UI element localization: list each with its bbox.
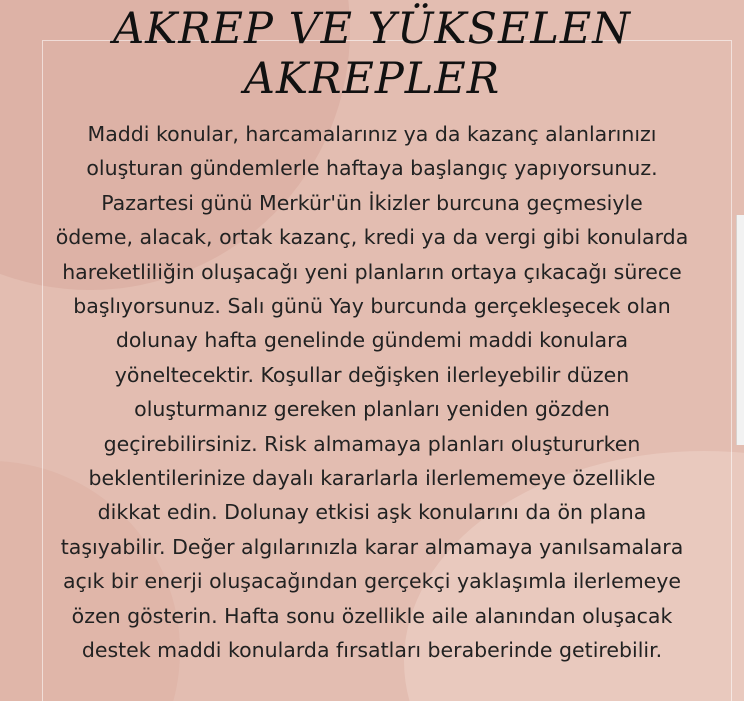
- text-line: beklentilerinize dayalı kararlarla ilerlememeye özellikle: [88, 466, 656, 491]
- text-line: dolunay hafta genelinde gündemi maddi konulara: [115, 328, 629, 353]
- text-line: oluşturan gündemlerle haftaya başlangıç yapıyorsunuz.: [86, 156, 658, 181]
- text-line: taşıyabilir. Değer algılarınızla karar almamaya yanılsamalara: [60, 534, 684, 559]
- text-line: özen gösterin. Hafta sonu özellikle aile alanından oluşacak: [71, 603, 673, 628]
- text-line: destek maddi konularda fırsatları beraberinde getirebilir.: [81, 638, 663, 663]
- text-line: geçirebilirsiniz. Risk almamaya planları oluştururken: [103, 431, 641, 456]
- text-line: yöneltecektir. Koşullar değişken ilerleyebilir düzen: [114, 362, 630, 387]
- title-line: AKREP VE YÜKSELEN: [113, 4, 631, 54]
- text-line: ödeme, alacak, ortak kazanç, kredi ya da vergi gibi konularda: [55, 225, 689, 250]
- text-line: Maddi konular, harcamalarınız ya da kazanç alanlarınızı: [87, 122, 657, 146]
- text-line: Pazartesi günü Merkür'ün İkizler burcuna geçmesiyle: [101, 190, 643, 215]
- text-line: açık bir enerji oluşacağından gerçekçi yaklaşımla ilerlemeye: [62, 569, 682, 594]
- horoscope-text: [44, 117, 700, 668]
- text-line: hareketliliğin oluşacağı yeni planların ortaya çıkacağı sürece: [62, 259, 682, 284]
- text-line: dikkat edin. Dolunay etkisi aşk konularını da ön plana: [97, 500, 647, 525]
- text-line: oluşturmanız gereken planları yeniden gözden: [134, 397, 610, 422]
- page-title: [0, 4, 744, 104]
- text-line: başlıyorsunuz. Salı günü Yay burcunda gerçekleşecek olan: [73, 294, 671, 319]
- title-line: AKREPLER: [243, 54, 501, 104]
- edge-scroll-strip: [736, 215, 744, 445]
